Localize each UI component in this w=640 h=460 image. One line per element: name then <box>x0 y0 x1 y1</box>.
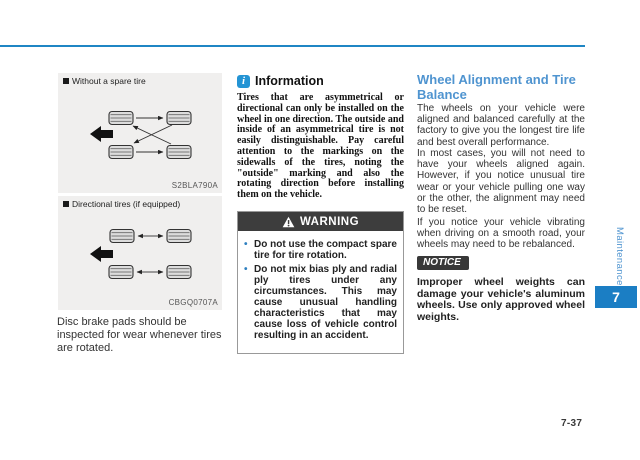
notice-badge: NOTICE <box>417 256 469 270</box>
notice-text: Improper wheel weights can damage your vehicle's aluminum wheels. Use only approved wheel weights. <box>417 276 585 323</box>
information-header <box>237 74 324 88</box>
figure-label: Directional tires (if equipped) <box>72 199 181 209</box>
tire-icon <box>109 112 133 125</box>
warning-list-item <box>244 264 397 341</box>
bullet-icon: • <box>244 239 248 250</box>
tire-icon <box>109 266 133 279</box>
warning-bullet-text: Do not mix bias ply and radial ply tires under any circumstances. This may cause unusual handling characteristics that may cause loss of vehicle control resulting in an accident. <box>254 264 397 341</box>
tire-icon <box>167 230 191 243</box>
tire-rotation-diagram <box>58 73 222 193</box>
info-icon: i <box>237 75 250 88</box>
warning-list-item <box>244 239 397 261</box>
rotation-cross-arrow <box>134 125 172 143</box>
body-paragraph: If you notice your vehicle vibrating when driving on a smooth road, your wheels may need to be rebalanced. <box>417 217 585 251</box>
figure-label-row <box>63 199 180 209</box>
tire-icon <box>109 146 133 159</box>
rotation-cross-arrow <box>133 126 171 144</box>
chapter-number-tab: 7 <box>595 286 637 308</box>
section-title: Wheel Alignment and Tire Balance <box>417 72 576 102</box>
travel-direction-arrow <box>90 246 113 262</box>
warning-header <box>238 212 403 231</box>
tire-icon <box>110 230 134 243</box>
warning-body <box>238 231 403 353</box>
page-number: 7-37 <box>561 418 583 429</box>
tire-icon <box>167 146 191 159</box>
information-title: Information <box>255 74 324 88</box>
chapter-label-vertical: Maintenance <box>614 227 625 286</box>
tire-icon <box>167 266 191 279</box>
warning-title: WARNING <box>299 215 360 228</box>
body-paragraph: The wheels on your vehicle were aligned and balanced carefully at the factory to give you the longest tire life and best overall performance. <box>417 103 585 148</box>
information-body: Tires that are asymmetrical or directional can only be installed on the wheel in one direction. The outside and inside of an asymmetrical tire is not easily distinguishable. Pay careful attention to the markings on the sidewalls of the tires, noting the "outside" marking and also the rotating direction before installing them on the vehicle. <box>237 92 404 201</box>
bullet-icon: • <box>244 264 248 275</box>
figure-code: S2BLA790A <box>171 181 218 190</box>
figure-rotation-without-spare <box>58 73 222 193</box>
figure-code: CBGQ0707A <box>168 298 218 307</box>
figure-directional-tires <box>58 196 222 310</box>
warning-bullet-text: Do not use the compact spare tire for tire rotation. <box>254 239 397 261</box>
square-bullet-icon <box>63 201 69 207</box>
warning-box <box>237 211 404 354</box>
square-bullet-icon <box>63 78 69 84</box>
directional-tire-diagram <box>58 196 222 310</box>
warning-triangle-icon <box>282 216 295 228</box>
tire-icon <box>167 112 191 125</box>
figure-caption: Disc brake pads should be inspected for wear whenever tires are rotated. <box>57 316 222 354</box>
travel-direction-arrow <box>90 126 113 142</box>
figure-label-row <box>63 76 146 86</box>
figure-label: Without a spare tire <box>72 76 146 86</box>
header-rule <box>0 45 585 47</box>
body-paragraph: In most cases, you will not need to have your wheels aligned again. However, if you notice unusual tire wear or your vehicle pulling one way or the other, the alignment may need to be reset. <box>417 148 585 216</box>
